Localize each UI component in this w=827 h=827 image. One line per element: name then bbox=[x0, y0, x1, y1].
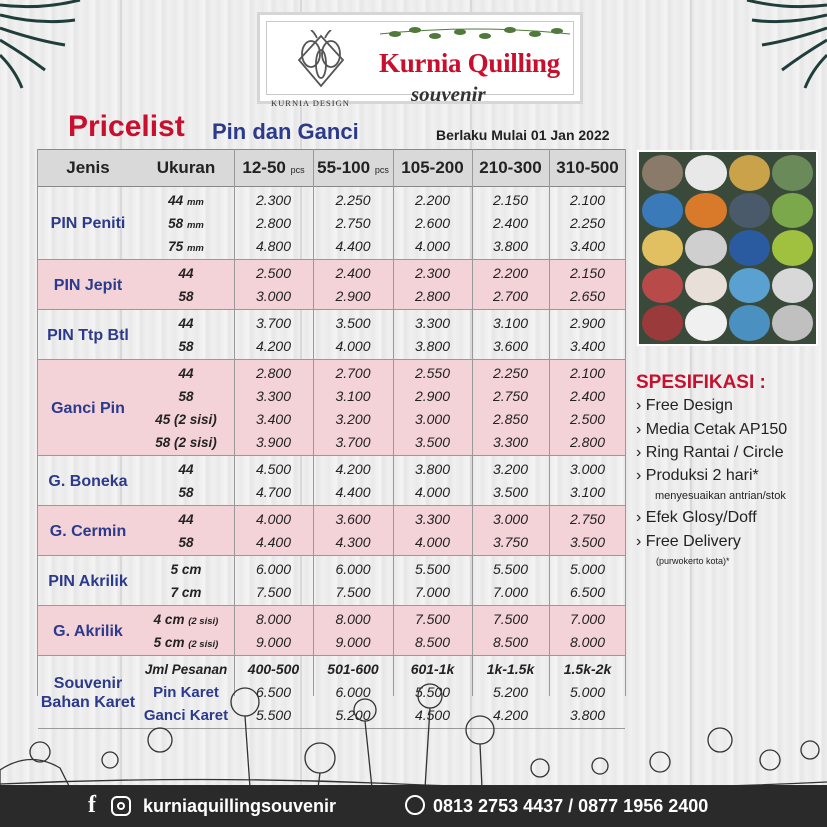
price-cell: 5.500 bbox=[492, 561, 529, 577]
price-cell: 5.000 bbox=[569, 684, 606, 700]
price-cell: 2.900 bbox=[335, 288, 371, 304]
header-qty-1: 12-50 pcs bbox=[242, 158, 305, 177]
table-row bbox=[38, 481, 625, 504]
table-row bbox=[38, 558, 625, 581]
product-thumb bbox=[642, 268, 683, 304]
product-name: PIN Ttp Btl bbox=[47, 326, 129, 344]
price-cell: 3.500 bbox=[569, 534, 606, 550]
price-cell: 8.000 bbox=[255, 611, 292, 627]
price-cell: 2.200 bbox=[414, 192, 451, 208]
price-cell: 2.800 bbox=[414, 288, 451, 304]
price-cell: 6.000 bbox=[335, 684, 371, 700]
product-thumb bbox=[685, 268, 726, 304]
header-qty-3: 105-200 bbox=[401, 158, 464, 177]
price-cell: 2.150 bbox=[492, 192, 529, 208]
table-row bbox=[38, 262, 625, 285]
table-row bbox=[38, 285, 625, 308]
price-cell: 4.500 bbox=[255, 461, 292, 477]
price-cell: 2.650 bbox=[569, 288, 606, 304]
table-row bbox=[38, 335, 625, 358]
product-thumb bbox=[642, 305, 683, 341]
table-row bbox=[38, 581, 625, 604]
price-cell: 2.900 bbox=[414, 388, 451, 404]
price-cell: 2.900 bbox=[569, 315, 606, 331]
product-thumb bbox=[729, 155, 770, 191]
price-cell: 5.200 bbox=[335, 707, 371, 723]
product-thumb bbox=[685, 230, 726, 266]
price-cell: 8.000 bbox=[569, 634, 606, 650]
price-cell: 3.000 bbox=[255, 288, 292, 304]
product-name: PIN Jepit bbox=[53, 276, 123, 294]
product-name: G. Boneka bbox=[48, 472, 128, 490]
spec-item: › Media Cetak AP150 bbox=[636, 421, 788, 438]
price-cell: 2.300 bbox=[414, 265, 451, 281]
size-cell: 44 bbox=[178, 366, 194, 381]
product-thumb bbox=[729, 193, 770, 229]
price-cell: 5.500 bbox=[414, 561, 451, 577]
price-cell: 4.200 bbox=[335, 461, 371, 477]
price-table bbox=[37, 149, 626, 724]
price-cell: 8.500 bbox=[414, 634, 451, 650]
price-cell: 4.000 bbox=[255, 511, 292, 527]
product-thumb bbox=[729, 268, 770, 304]
price-cell: 3.200 bbox=[492, 461, 529, 477]
header-jenis: Jenis bbox=[66, 158, 110, 177]
header-qty-4: 210-300 bbox=[479, 158, 542, 177]
price-cell: 400-500 bbox=[247, 661, 300, 677]
price-cell: 4.200 bbox=[492, 707, 529, 723]
table-row bbox=[38, 508, 625, 531]
size-cell: 44 bbox=[178, 462, 194, 477]
product-thumb bbox=[772, 155, 813, 191]
product-thumb bbox=[729, 305, 770, 341]
price-cell: 3.800 bbox=[569, 707, 606, 723]
price-cell: 3.100 bbox=[492, 315, 529, 331]
price-cell: 3.400 bbox=[255, 411, 292, 427]
page-title: Pricelist bbox=[68, 110, 185, 143]
size-cell: 58 mm bbox=[168, 216, 204, 231]
size-cell: 44 bbox=[178, 266, 194, 281]
price-cell: 2.100 bbox=[569, 192, 606, 208]
price-cell: 9.000 bbox=[335, 634, 371, 650]
table-group bbox=[38, 260, 625, 310]
price-cell: 6.000 bbox=[255, 561, 292, 577]
price-cell: 5.200 bbox=[492, 684, 529, 700]
price-cell: 2.750 bbox=[492, 388, 529, 404]
column-divider bbox=[234, 149, 235, 696]
spec-item: › Produksi 2 hari* bbox=[636, 467, 759, 484]
price-cell: 7.500 bbox=[492, 611, 529, 627]
price-cell: 4.400 bbox=[255, 534, 292, 550]
size-cell: 44 mm bbox=[168, 193, 204, 208]
price-cell: 3.800 bbox=[414, 461, 451, 477]
size-cell: Pin Karet bbox=[153, 684, 219, 701]
price-cell: 2.600 bbox=[414, 215, 451, 231]
spec-item: › Free Design bbox=[636, 397, 733, 414]
bee-logo-icon bbox=[287, 30, 355, 90]
brand-header bbox=[257, 12, 583, 108]
price-cell: 2.500 bbox=[569, 411, 606, 427]
price-cell: 2.500 bbox=[255, 265, 292, 281]
price-cell: 2.700 bbox=[492, 288, 529, 304]
product-thumb bbox=[685, 193, 726, 229]
price-cell: 4.200 bbox=[255, 338, 292, 354]
price-cell: 2.400 bbox=[569, 388, 606, 404]
product-thumb bbox=[729, 230, 770, 266]
price-cell: 4.800 bbox=[255, 238, 292, 254]
price-cell: 6.500 bbox=[255, 684, 292, 700]
table-row bbox=[38, 631, 625, 654]
product-thumb bbox=[772, 230, 813, 266]
product-thumb bbox=[772, 193, 813, 229]
palm-leaf-icon bbox=[737, 0, 827, 90]
price-cell: 2.250 bbox=[492, 365, 529, 381]
facebook-icon: f bbox=[88, 792, 96, 818]
price-cell: 3.200 bbox=[335, 411, 371, 427]
price-cell: 1k-1.5k bbox=[486, 661, 535, 677]
price-cell: 2.100 bbox=[569, 365, 606, 381]
price-cell: 5.500 bbox=[255, 707, 292, 723]
table-group bbox=[38, 310, 625, 360]
price-cell: 3.300 bbox=[255, 388, 292, 404]
price-cell: 5.000 bbox=[569, 561, 606, 577]
price-cell: 3.100 bbox=[335, 388, 371, 404]
size-cell: 7 cm bbox=[170, 585, 202, 600]
price-cell: 3.700 bbox=[335, 434, 371, 450]
table-row bbox=[38, 189, 625, 212]
page-subtitle: Pin dan Ganci bbox=[212, 119, 359, 144]
size-cell: 4 cm (2 sisi) bbox=[153, 612, 219, 627]
price-cell: 2.400 bbox=[335, 265, 371, 281]
size-cell: 5 cm (2 sisi) bbox=[153, 635, 219, 650]
spec-title: SPESIFIKASI : bbox=[636, 372, 766, 393]
price-cell: 4.000 bbox=[335, 338, 371, 354]
price-cell: 6.500 bbox=[569, 584, 606, 600]
table-row bbox=[38, 235, 625, 258]
price-cell: 2.700 bbox=[335, 365, 371, 381]
price-cell: 3.000 bbox=[569, 461, 606, 477]
price-cell: 2.800 bbox=[255, 215, 292, 231]
price-cell: 3.900 bbox=[255, 434, 292, 450]
product-name: G. Cermin bbox=[49, 522, 127, 540]
table-header bbox=[38, 149, 625, 187]
price-cell: 601-1k bbox=[410, 661, 455, 677]
price-cell: 2.800 bbox=[255, 365, 292, 381]
table-row bbox=[38, 531, 625, 554]
header-qty-5: 310-500 bbox=[556, 158, 619, 177]
phone-numbers: 0813 2753 4437 / 0877 1956 2400 bbox=[433, 796, 709, 816]
price-cell: 3.500 bbox=[414, 434, 451, 450]
table-group bbox=[38, 187, 625, 260]
price-cell: 2.250 bbox=[569, 215, 606, 231]
size-cell: 75 mm bbox=[168, 239, 204, 254]
size-cell: 44 bbox=[178, 512, 194, 527]
table-group bbox=[38, 360, 625, 456]
price-cell: 2.750 bbox=[335, 215, 371, 231]
price-cell: 501-600 bbox=[327, 661, 379, 677]
product-thumb bbox=[642, 193, 683, 229]
price-cell: 3.500 bbox=[492, 484, 529, 500]
size-cell: 44 bbox=[178, 316, 194, 331]
product-thumb bbox=[685, 155, 726, 191]
column-divider bbox=[472, 149, 473, 696]
column-divider bbox=[549, 149, 550, 696]
price-cell: 4.000 bbox=[414, 238, 451, 254]
size-cell: 58 bbox=[178, 535, 194, 550]
brand-name: Kurnia Quilling bbox=[379, 48, 560, 78]
header-ukuran: Ukuran bbox=[156, 158, 216, 177]
price-cell: 3.400 bbox=[569, 338, 606, 354]
price-cell: 3.750 bbox=[492, 534, 529, 550]
price-cell: 2.250 bbox=[335, 192, 371, 208]
logo-caption: KURNIA DESIGN bbox=[271, 98, 350, 108]
header-qty-2: 55-100 pcs bbox=[317, 158, 389, 177]
price-cell: 3.000 bbox=[492, 511, 529, 527]
table-group bbox=[38, 456, 625, 506]
table-row bbox=[38, 362, 625, 385]
table-row bbox=[38, 608, 625, 631]
price-cell: 7.000 bbox=[569, 611, 606, 627]
price-cell: 4.400 bbox=[335, 238, 371, 254]
price-cell: 4.400 bbox=[335, 484, 371, 500]
table-group bbox=[38, 606, 625, 656]
product-thumb bbox=[772, 305, 813, 341]
spec-note: menyesuaikan antrian/stok bbox=[655, 490, 786, 502]
spec-item: › Efek Glosy/Doff bbox=[636, 509, 757, 526]
table-row bbox=[38, 431, 625, 454]
product-thumb bbox=[685, 305, 726, 341]
price-cell: 2.400 bbox=[492, 215, 529, 231]
size-cell: 5 cm bbox=[170, 562, 202, 577]
flower-border-icon bbox=[0, 680, 827, 788]
price-cell: 3.300 bbox=[492, 434, 529, 450]
price-cell: 4.000 bbox=[414, 484, 451, 500]
product-name: Ganci Pin bbox=[51, 399, 125, 417]
price-cell: 3.500 bbox=[335, 315, 371, 331]
social-handle: kurniaquillingsouvenir bbox=[143, 796, 337, 816]
price-cell: 3.000 bbox=[414, 411, 451, 427]
price-cell: 7.000 bbox=[414, 584, 451, 600]
table-row bbox=[38, 212, 625, 235]
price-cell: 3.700 bbox=[255, 315, 292, 331]
product-thumb bbox=[772, 268, 813, 304]
price-cell: 5.500 bbox=[414, 684, 451, 700]
product-thumb bbox=[642, 155, 683, 191]
spec-note: (purwokerto kota)* bbox=[656, 556, 730, 566]
price-cell: 4.700 bbox=[255, 484, 292, 500]
price-cell: 2.200 bbox=[492, 265, 529, 281]
price-cell: 3.600 bbox=[335, 511, 371, 527]
price-cell: 7.000 bbox=[492, 584, 529, 600]
product-name: PIN Akrilik bbox=[48, 572, 128, 590]
price-cell: 7.500 bbox=[335, 584, 371, 600]
whatsapp-icon bbox=[405, 795, 425, 815]
price-cell: 4.500 bbox=[414, 707, 451, 723]
size-cell: 58 bbox=[178, 389, 194, 404]
instagram-icon bbox=[111, 796, 131, 816]
price-cell: 3.600 bbox=[492, 338, 529, 354]
price-cell: 8.500 bbox=[492, 634, 529, 650]
column-divider bbox=[313, 149, 314, 696]
product-thumb bbox=[642, 230, 683, 266]
price-cell: 3.300 bbox=[414, 511, 451, 527]
brand-tagline: souvenir bbox=[411, 82, 486, 106]
price-cell: 3.100 bbox=[569, 484, 606, 500]
price-cell: 3.400 bbox=[569, 238, 606, 254]
price-cell: 2.800 bbox=[569, 434, 606, 450]
size-cell: 58 bbox=[178, 485, 194, 500]
size-cell: 45 (2 sisi) bbox=[155, 412, 217, 427]
price-cell: 2.750 bbox=[569, 511, 606, 527]
palm-leaf-icon bbox=[0, 0, 90, 90]
product-name: Souvenir Bahan Karet bbox=[40, 674, 136, 711]
product-name: G. Akrilik bbox=[53, 622, 123, 640]
size-cell: 58 bbox=[178, 339, 194, 354]
table-group bbox=[38, 556, 625, 606]
valid-date: Berlaku Mulai 01 Jan 2022 bbox=[436, 127, 610, 143]
table-row bbox=[38, 312, 625, 335]
price-cell: 8.000 bbox=[335, 611, 371, 627]
contact-footer bbox=[0, 785, 827, 827]
size-cell: Ganci Karet bbox=[143, 707, 229, 724]
table-group bbox=[38, 506, 625, 556]
price-cell: 3.800 bbox=[492, 238, 529, 254]
price-cell: 2.550 bbox=[414, 365, 451, 381]
price-cell: 9.000 bbox=[255, 634, 292, 650]
product-name: PIN Peniti bbox=[50, 215, 126, 232]
product-photo bbox=[637, 150, 818, 346]
table-row bbox=[38, 408, 625, 431]
size-cell: 58 bbox=[178, 289, 194, 304]
price-cell: 3.800 bbox=[414, 338, 451, 354]
price-cell: 2.300 bbox=[255, 192, 292, 208]
table-row bbox=[38, 658, 625, 681]
price-cell: 6.000 bbox=[335, 561, 371, 577]
table-row bbox=[38, 385, 625, 408]
price-cell: 4.300 bbox=[335, 534, 371, 550]
spec-item: › Free Delivery bbox=[636, 533, 741, 550]
price-cell: 1.5k-2k bbox=[563, 661, 612, 677]
table-row bbox=[38, 458, 625, 481]
spec-item: › Ring Rantai / Circle bbox=[636, 444, 784, 461]
size-cell: 58 (2 sisi) bbox=[155, 435, 217, 450]
price-cell: 4.000 bbox=[414, 534, 451, 550]
price-cell: 2.850 bbox=[492, 411, 529, 427]
price-cell: 7.500 bbox=[414, 611, 451, 627]
price-cell: 3.300 bbox=[414, 315, 451, 331]
column-divider bbox=[393, 149, 394, 696]
price-cell: 2.150 bbox=[569, 265, 606, 281]
price-cell: 7.500 bbox=[255, 584, 292, 600]
size-cell: Jml Pesanan bbox=[144, 662, 228, 677]
